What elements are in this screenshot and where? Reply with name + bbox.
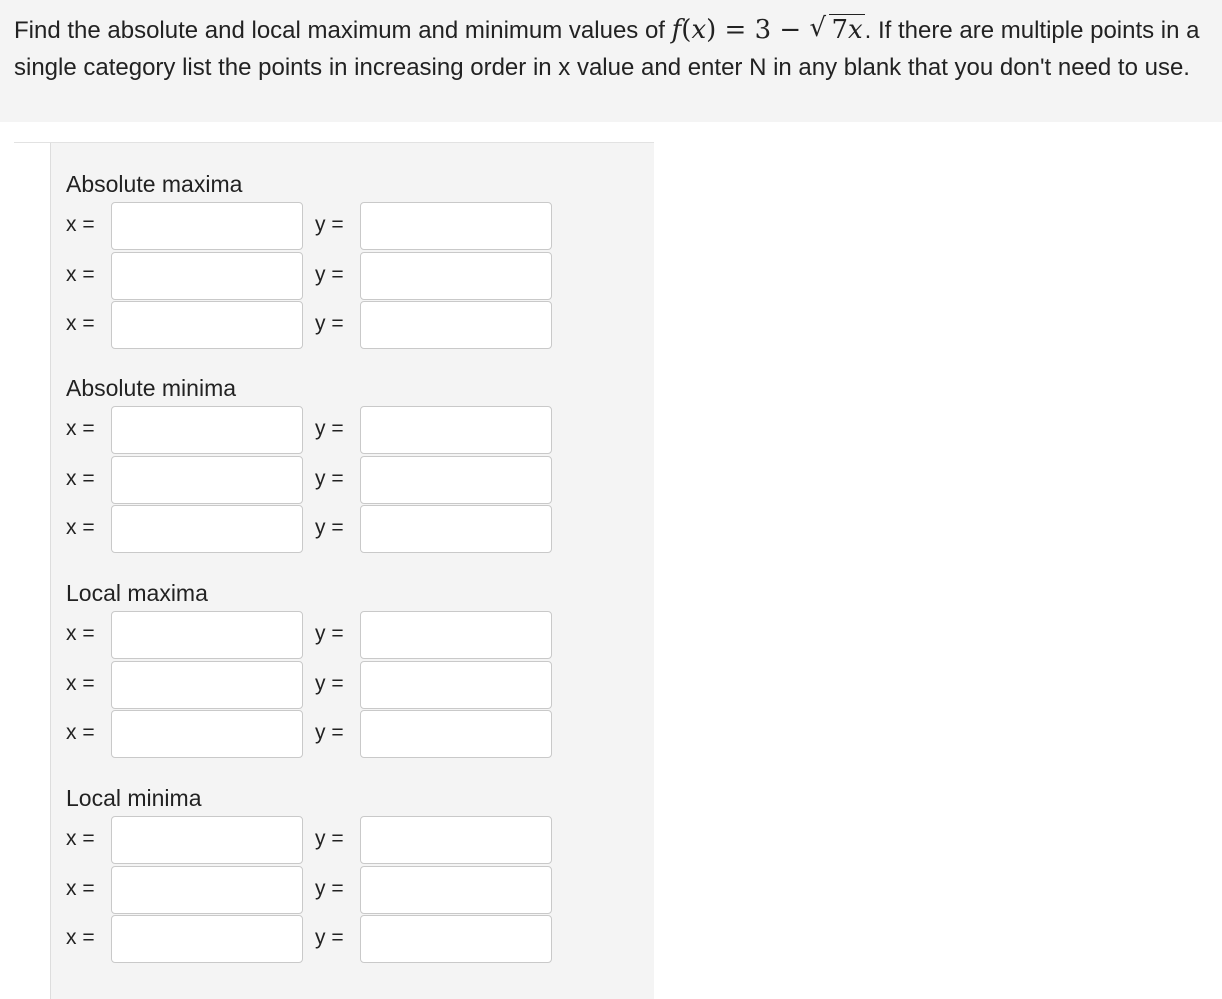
y-input[interactable] xyxy=(360,252,552,300)
paren-close: ) xyxy=(706,15,717,45)
answer-row xyxy=(51,252,654,300)
square-root xyxy=(809,12,864,49)
function-name: f xyxy=(671,15,682,45)
x-label: x = xyxy=(66,827,95,850)
x-label: x = xyxy=(66,263,95,286)
answer-row xyxy=(51,456,654,504)
x-label: x = xyxy=(66,926,95,949)
y-label: y = xyxy=(315,516,344,539)
y-label: y = xyxy=(315,417,344,440)
x-label: x = xyxy=(66,516,95,539)
section-title: Absolute minima xyxy=(66,375,237,401)
question-intro: Find the absolute and local maximum and minimum values of xyxy=(14,17,665,44)
y-input[interactable] xyxy=(360,661,552,709)
x-input[interactable] xyxy=(111,505,303,553)
answer-row xyxy=(51,816,654,864)
y-input[interactable] xyxy=(360,202,552,250)
y-label: y = xyxy=(315,877,344,900)
answer-row xyxy=(51,611,654,659)
y-label: y = xyxy=(315,467,344,490)
formula-period: . xyxy=(864,17,872,44)
y-input[interactable] xyxy=(360,866,552,914)
section-title: Local maxima xyxy=(66,580,208,606)
question-text xyxy=(0,0,1222,122)
radicand-coefficient: 7 xyxy=(831,15,848,45)
y-label: y = xyxy=(315,926,344,949)
section-title: Local minima xyxy=(66,785,202,811)
answer-row xyxy=(51,406,654,454)
x-input[interactable] xyxy=(111,611,303,659)
answer-row xyxy=(51,661,654,709)
y-label: y = xyxy=(315,622,344,645)
question-instructions: If there are multiple points in a single category list the points in increasing order in x value and enter N in any blank that you don't need to use. xyxy=(14,17,1200,81)
answer-area xyxy=(50,143,654,999)
x-input[interactable] xyxy=(111,406,303,454)
y-input[interactable] xyxy=(360,611,552,659)
x-input[interactable] xyxy=(111,915,303,963)
x-input[interactable] xyxy=(111,456,303,504)
x-label: x = xyxy=(66,417,95,440)
y-input[interactable] xyxy=(360,505,552,553)
answer-row xyxy=(51,915,654,963)
function-formula xyxy=(672,15,865,45)
answer-row xyxy=(51,866,654,914)
y-input[interactable] xyxy=(360,301,552,349)
y-label: y = xyxy=(315,213,344,236)
y-label: y = xyxy=(315,721,344,744)
x-label: x = xyxy=(66,213,95,236)
x-input[interactable] xyxy=(111,252,303,300)
answer-row xyxy=(51,505,654,553)
y-input[interactable] xyxy=(360,816,552,864)
y-label: y = xyxy=(315,672,344,695)
function-body: = 3 − xyxy=(716,15,810,45)
function-variable: x xyxy=(691,15,707,45)
x-input[interactable] xyxy=(111,866,303,914)
y-label: y = xyxy=(315,312,344,335)
x-label: x = xyxy=(66,467,95,490)
x-input[interactable] xyxy=(111,202,303,250)
y-input[interactable] xyxy=(360,406,552,454)
radicand-variable: x xyxy=(847,15,863,45)
y-label: y = xyxy=(315,263,344,286)
x-label: x = xyxy=(66,622,95,645)
radical-sign: √ xyxy=(809,13,827,43)
y-input[interactable] xyxy=(360,915,552,963)
x-input[interactable] xyxy=(111,816,303,864)
paren-open: ( xyxy=(681,15,692,45)
radicand xyxy=(829,14,864,45)
y-input[interactable] xyxy=(360,710,552,758)
x-input[interactable] xyxy=(111,710,303,758)
x-label: x = xyxy=(66,672,95,695)
x-label: x = xyxy=(66,877,95,900)
answer-row xyxy=(51,301,654,349)
y-label: y = xyxy=(315,827,344,850)
x-label: x = xyxy=(66,721,95,744)
section-title: Absolute maxima xyxy=(66,171,243,197)
x-input[interactable] xyxy=(111,661,303,709)
x-input[interactable] xyxy=(111,301,303,349)
x-label: x = xyxy=(66,312,95,335)
answer-panel xyxy=(14,142,654,999)
y-input[interactable] xyxy=(360,456,552,504)
answer-row xyxy=(51,710,654,758)
answer-row xyxy=(51,202,654,250)
